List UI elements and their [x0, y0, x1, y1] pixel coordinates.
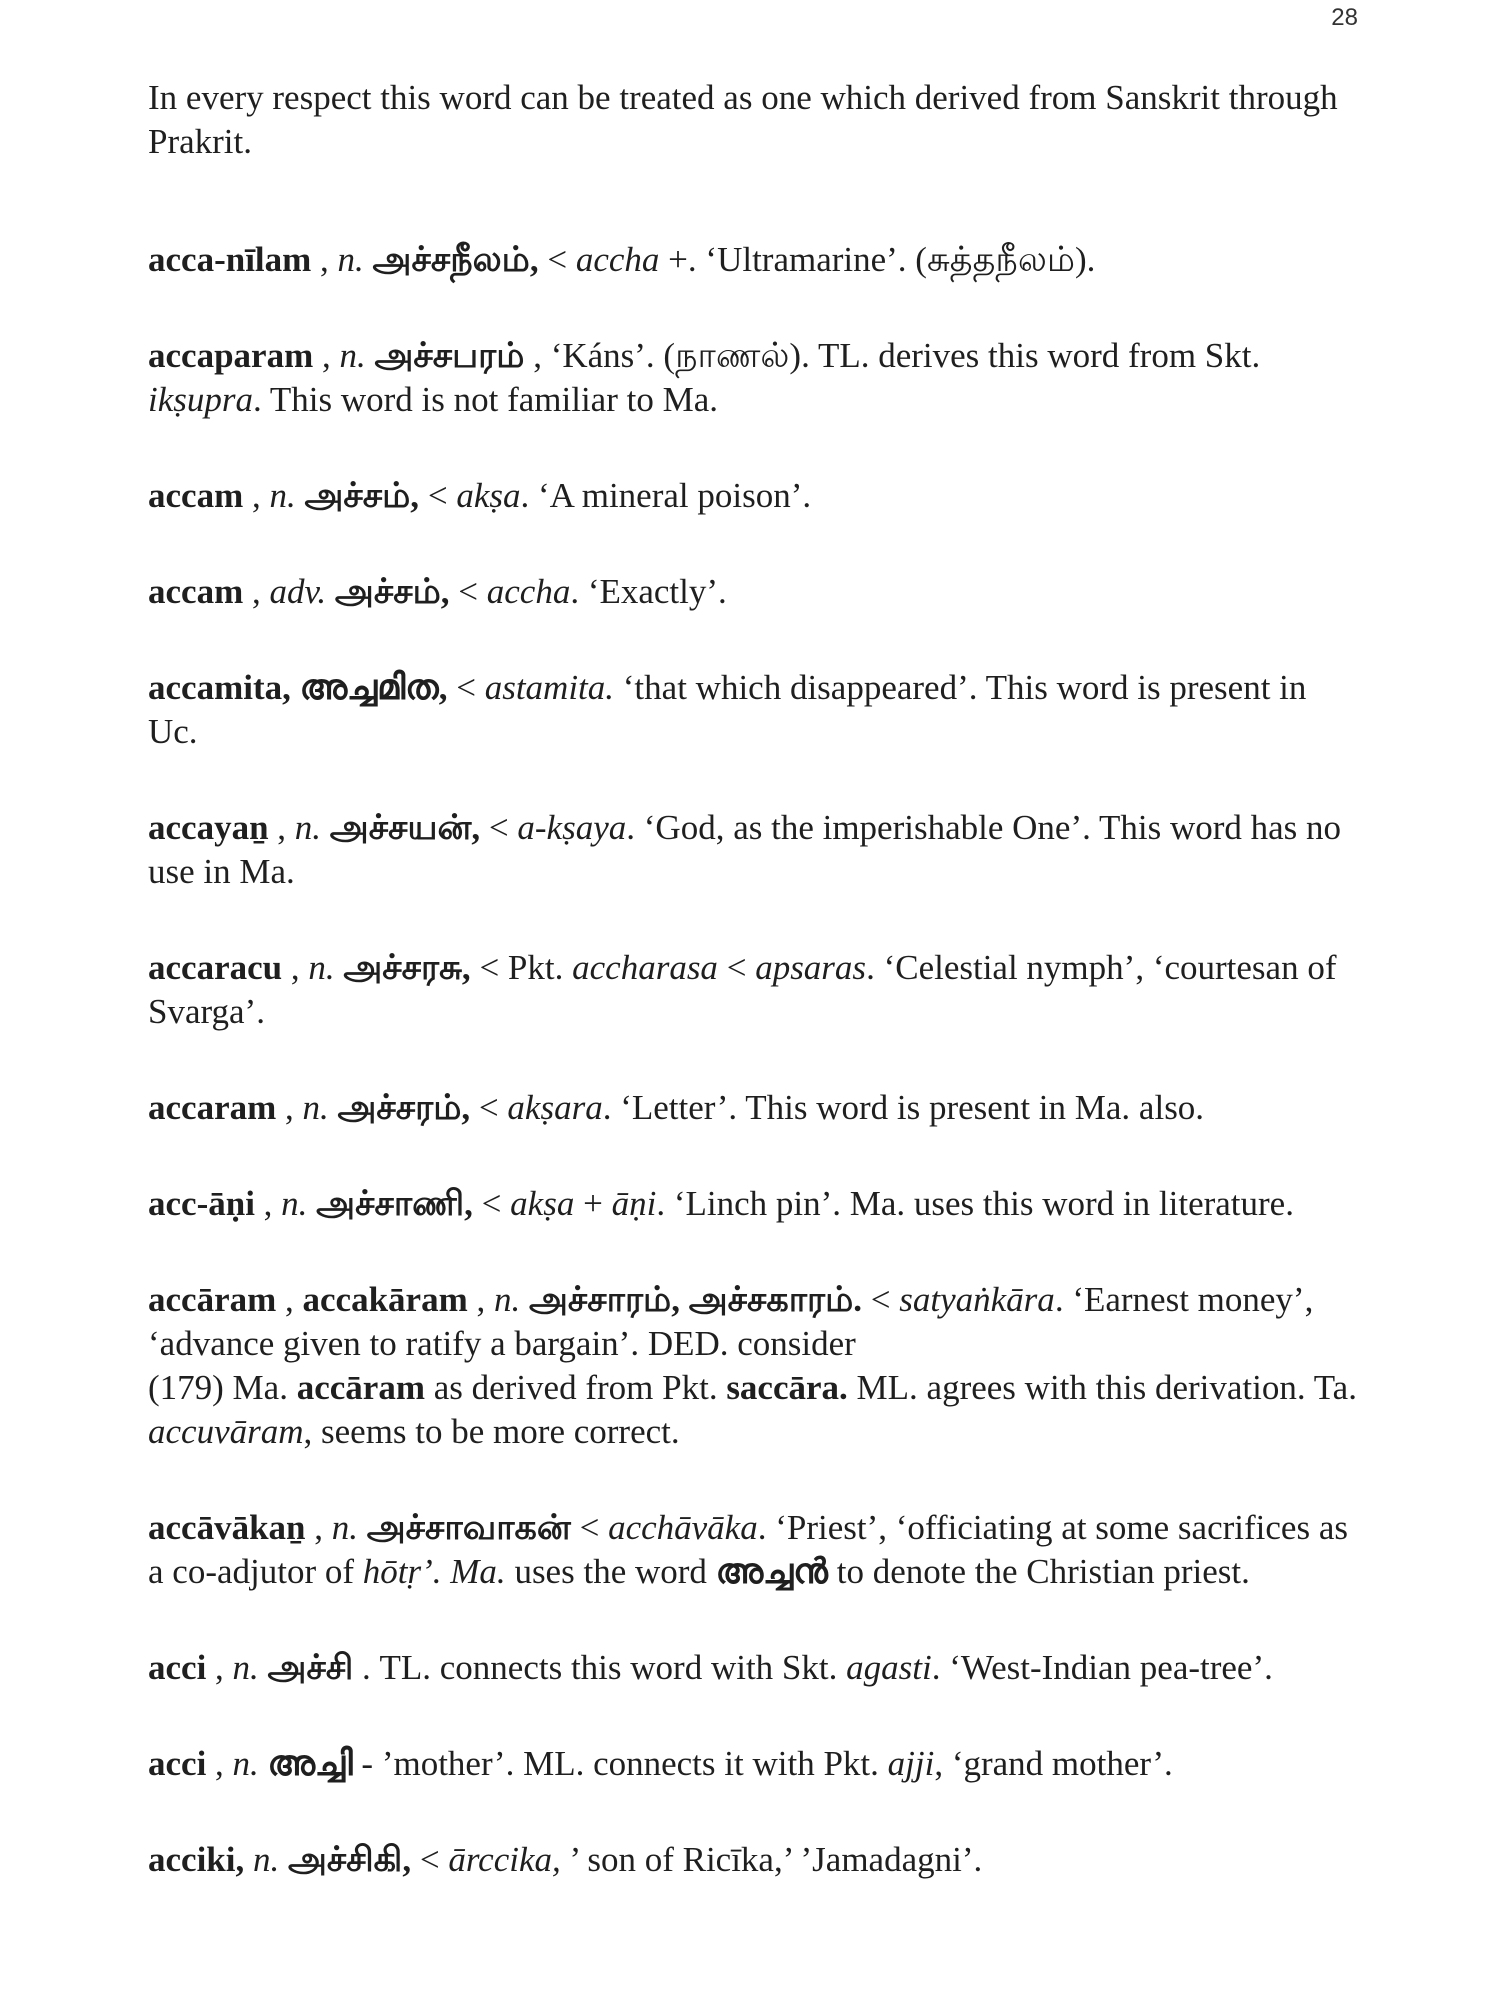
entry-italic-text: n. [252, 1840, 280, 1879]
entry-text: , [276, 1280, 303, 1319]
entry-text: . ‘Celestial nymph’, ‘courtesan of Svarga’. [148, 948, 1337, 1031]
entry-headword: acca-nīlam [148, 240, 312, 279]
entry-text: < Pkt. [470, 948, 573, 987]
entry-text: uses the word [505, 1552, 716, 1591]
entry-text: to denote the Christian priest. [827, 1552, 1250, 1591]
entry-headword: accaracu [148, 948, 283, 987]
entry-text: . ‘Linch pin’. Ma. uses this word in literature. [656, 1184, 1294, 1223]
entry-headword: accam [148, 476, 244, 515]
entry-text: , ‘Káns’. (நாணல்). TL. derives this word from Skt. [524, 336, 1261, 375]
entry-bold-text: அச்சி [267, 1648, 354, 1687]
entry-italic-text: n. [337, 240, 364, 279]
entry-text: . This word is not familiar to Ma. [253, 380, 718, 419]
entry-italic-text: hōtṛ’. Ma. [362, 1552, 506, 1591]
entry-headword: accam [148, 572, 244, 611]
entry-text: < [862, 1280, 900, 1319]
dictionary-entry-acca-nilam [148, 238, 1360, 282]
entry-bold-text: அச்சம், [304, 476, 420, 515]
entry-bold-text: അച്ചി [267, 1744, 353, 1783]
entry-text: ‘that which disappeared’. This word is present in Uc. [148, 668, 1307, 751]
entry-text: < [472, 1184, 511, 1223]
entry-headword: accāvākaṉ [148, 1508, 306, 1547]
entry-text: < [570, 1508, 609, 1547]
entry-text [520, 1280, 529, 1319]
entry-text: (179) Ma. [148, 1368, 297, 1407]
entry-italic-text: accuvāram [148, 1412, 304, 1451]
entry-text: - ’mother’. ML. connects it with Pkt. [352, 1744, 888, 1783]
entry-bold-text: அச்சபரம் [374, 336, 525, 375]
entry-text: , [254, 1184, 282, 1223]
entry-italic-text: āṇi [611, 1184, 657, 1223]
entry-headword: accaram [148, 1088, 277, 1127]
entry-text [259, 1648, 268, 1687]
entry-text: < [419, 476, 457, 515]
entry-text: . ‘A mineral poison’. [520, 476, 812, 515]
entry-bold-text: saccāra. [726, 1368, 848, 1407]
entry-headword: accamita, [148, 668, 291, 707]
entry-bold-text: അച്ചൻ [715, 1552, 828, 1591]
dictionary-entry-accavakan [148, 1506, 1360, 1594]
entry-text: as derived from Pkt. [424, 1368, 727, 1407]
entry-headword: acci [148, 1648, 207, 1687]
dictionary-entry-accaparam [148, 334, 1360, 422]
entry-italic-text: ārccika, [448, 1840, 561, 1879]
entry-italic-text: n. [494, 1280, 521, 1319]
dictionary-entry-acc-ani [148, 1182, 1360, 1226]
entry-text [244, 1840, 253, 1879]
entry-italic-text: astamita. [484, 668, 615, 707]
dictionary-entry-accaram-accakaram [148, 1278, 1360, 1454]
entry-text: . TL. connects this word with Skt. [353, 1648, 847, 1687]
entry-text: , [305, 1508, 332, 1547]
entry-text: < [470, 1088, 508, 1127]
dictionary-entry-accayan [148, 806, 1360, 894]
intro-paragraph: In every respect this word can be treated as one which derived from Sanskrit through Prakrit. [148, 78, 1338, 161]
dictionary-entry-accaracu [148, 946, 1360, 1034]
entry-italic-text: n. [302, 1088, 329, 1127]
dictionary-entry-accaram [148, 1086, 1360, 1130]
entry-text [307, 1184, 316, 1223]
entry-text: + [574, 1184, 612, 1223]
entry-text: , [311, 240, 338, 279]
entry-text [291, 668, 300, 707]
entry-italic-text: a-kṣaya [517, 808, 627, 847]
entry-italic-text: n. [281, 1184, 308, 1223]
entry-italic-text: akṣa [510, 1184, 575, 1223]
entry-text: , [206, 1648, 233, 1687]
entry-text: < [449, 572, 487, 611]
entry-bold-text: அச்சயன், [329, 808, 481, 847]
entry-bold-text: அச்சம், [334, 572, 450, 611]
entry-italic-text: accha [575, 240, 660, 279]
entry-text: , [206, 1744, 233, 1783]
entry-italic-text: n. [331, 1508, 358, 1547]
entry-italic-text: agasti [846, 1648, 932, 1687]
entry-italic-text: apsaras [755, 948, 867, 987]
entry-text [279, 1840, 288, 1879]
entry-italic-text: satyaṅkāra [899, 1280, 1055, 1319]
entry-italic-text: adv. [269, 572, 327, 611]
entry-text: , [243, 572, 270, 611]
entry-headword: accayaṉ [148, 808, 269, 847]
entry-text [358, 1508, 367, 1547]
entry-italic-text: n. [269, 476, 296, 515]
dictionary-entry-accam-1 [148, 474, 1360, 518]
entry-text: , [276, 1088, 303, 1127]
dictionary-entry-accam-2 [148, 570, 1360, 614]
entry-text: , [313, 336, 340, 375]
dictionary-entry-acciki [148, 1838, 1360, 1882]
entry-text: ’ son of Ricīka,’ ’Jamadagni’. [560, 1840, 983, 1879]
entry-text: . ‘West-Indian pea-tree’. [931, 1648, 1273, 1687]
entry-headword: acci [148, 1744, 207, 1783]
entry-headword: acciki, [148, 1840, 245, 1879]
entry-text: , [467, 1280, 494, 1319]
dictionary-entry-acci-2 [148, 1742, 1360, 1786]
page-number: 28 [1331, 4, 1358, 31]
entry-italic-text: n. [339, 336, 366, 375]
page-body [148, 76, 1360, 1934]
entry-text: ML. agrees with this derivation. Ta. [847, 1368, 1357, 1407]
entry-headword: acc-āṇi [148, 1184, 255, 1223]
entry-text [364, 240, 373, 279]
entry-italic-text: n. [308, 948, 335, 987]
entry-text: , [282, 948, 309, 987]
entry-list [148, 238, 1360, 1882]
entry-text: . ‘Earnest money’, ‘advance given to ratify a bargain’. DED. consider [148, 1280, 1314, 1363]
entry-italic-text: akṣa [456, 476, 521, 515]
entry-text: < [538, 240, 576, 279]
entry-italic-text: accharasa [572, 948, 718, 987]
entry-text: , [268, 808, 295, 847]
entry-bold-text: அச்சாரம், அச்சகாரம். [529, 1280, 863, 1319]
entry-bold-text: accakāram [302, 1280, 468, 1319]
entry-headword: accaparam [148, 336, 314, 375]
entry-text [329, 1088, 338, 1127]
entry-text: , [243, 476, 270, 515]
entry-text: < [411, 1840, 449, 1879]
entry-italic-text: n. [232, 1648, 259, 1687]
entry-italic-text: accha [486, 572, 571, 611]
entry-bold-text: அச்சரம், [337, 1088, 471, 1127]
entry-bold-text: അച്ചമിത, [299, 668, 448, 707]
entry-text [326, 572, 335, 611]
entry-italic-text: acchāvāka [608, 1508, 758, 1547]
entry-text: . ‘Letter’. This word is present in Ma. also. [602, 1088, 1205, 1127]
dictionary-entry-accamita [148, 666, 1360, 754]
entry-bold-text: அச்சாவாகன் [366, 1508, 571, 1547]
entry-italic-text: n. [294, 808, 322, 847]
entry-text: < [480, 808, 518, 847]
entry-text [259, 1744, 268, 1783]
entry-headword: accāram [148, 1280, 277, 1319]
entry-bold-text: அச்சநீலம், [372, 240, 539, 279]
entry-text: . ‘God, as the imperishable One’. This word has no use in Ma. [148, 808, 1342, 891]
entry-text: < [717, 948, 756, 987]
entry-bold-text: accāram [296, 1368, 425, 1407]
entry-text: < [447, 668, 485, 707]
entry-bold-text: அச்சரசு, [343, 948, 471, 987]
entry-italic-text: ajji [887, 1744, 935, 1783]
entry-italic-text: n. [232, 1744, 259, 1783]
dictionary-entry-acci-1 [148, 1646, 1360, 1690]
entry-text [321, 808, 330, 847]
entry-text: , ‘grand mother’. [934, 1744, 1173, 1783]
entry-italic-text: akṣara [507, 1088, 603, 1127]
entry-text: , seems to be more correct. [303, 1412, 680, 1451]
entry-text: +. ‘Ultramarine’. (சுத்தநீலம்). [659, 240, 1096, 279]
entry-text: . ‘Priest’, ‘officiating at some sacrifices as a co-adjutor of [148, 1508, 1348, 1591]
entry-italic-text: ikṣupra [148, 380, 253, 419]
entry-bold-text: அச்சிகி, [287, 1840, 412, 1879]
entry-bold-text: அச்சாணி, [316, 1184, 473, 1223]
entry-text: . ‘Exactly’. [570, 572, 727, 611]
